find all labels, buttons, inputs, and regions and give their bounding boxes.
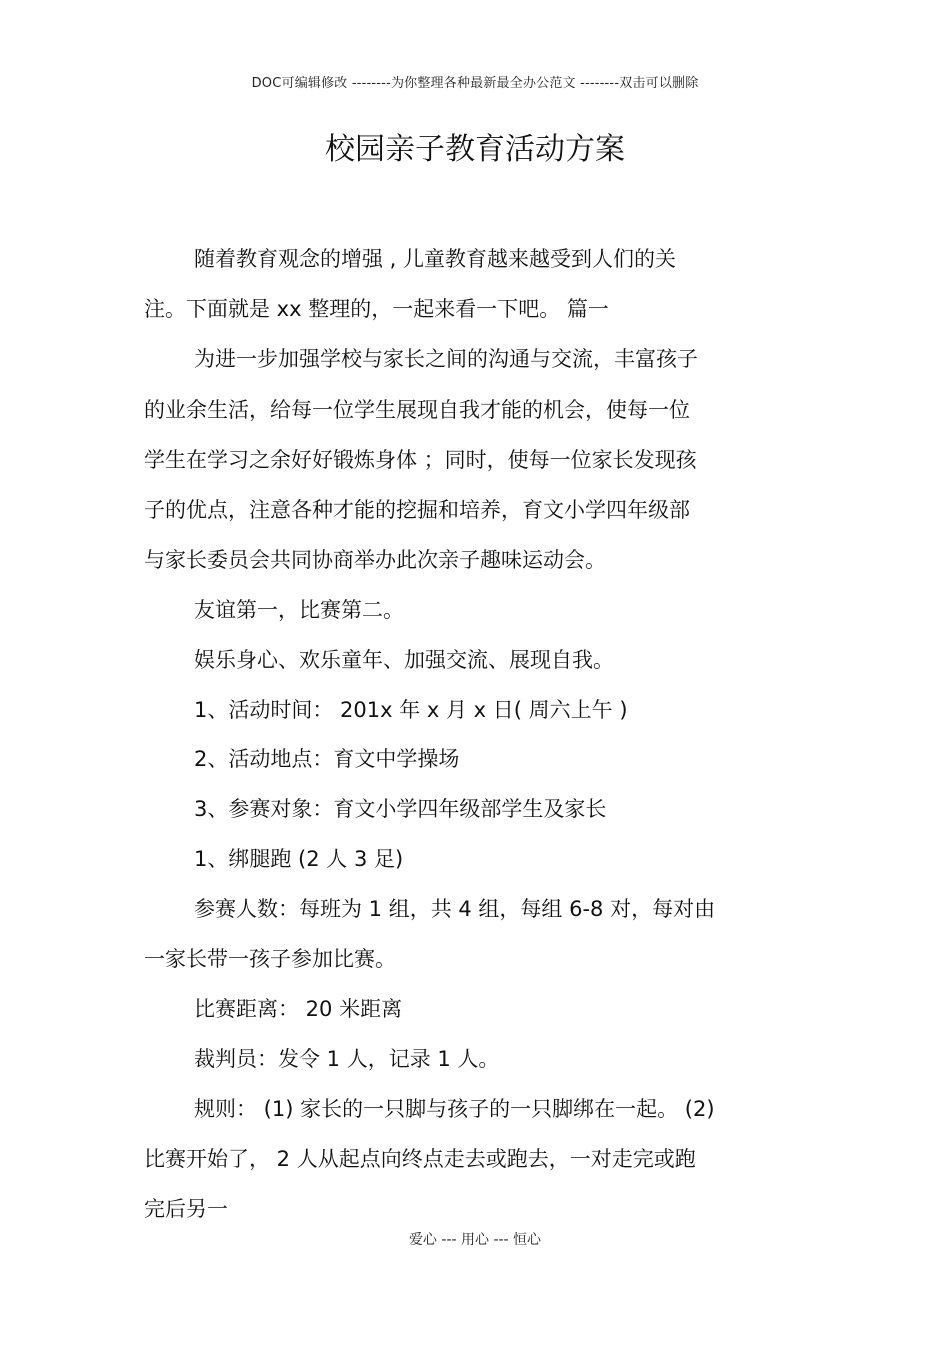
page-header: DOC可编辑修改 --------为你整理各种最新最全办公范文 --------双击可以删除 — [251, 76, 699, 91]
list-item: 1、活动时间： 201x 年 x 月 x 日( 周六上午 ) — [194, 698, 628, 722]
paragraph-line: 完后另一 — [144, 1197, 228, 1221]
page-footer: 爱心 --- 用心 --- 恒心 — [408, 1232, 542, 1248]
document-title: 校园亲子教育活动方案 — [325, 132, 625, 167]
paragraph-line: 子的优点，注意各种才能的挖掘和培养，育文小学四年级部 — [144, 498, 690, 522]
paragraph-line: 娱乐身心、欢乐童年、加强交流、展现自我。 — [194, 648, 614, 672]
paragraph-line: 比赛距离： 20 米距离 — [194, 997, 403, 1021]
paragraph-line: 学生在学习之余好好锻炼身体 ；同时，使每一位家长发现孩 — [144, 448, 697, 472]
list-item: 2、活动地点：育文中学操场 — [194, 747, 460, 771]
paragraph-line: 注。下面就是 xx 整理的，一起来看一下吧。 篇一 — [144, 297, 609, 321]
paragraph-line: 随着教育观念的增强 , 儿童教育越来越受到人们的关 — [194, 247, 677, 271]
paragraph-line: 为进一步加强学校与家长之间的沟通与交流，丰富孩子 — [194, 347, 698, 371]
paragraph-line: 裁判员：发令 1 人，记录 1 人。 — [194, 1047, 500, 1071]
list-item: 1、绑腿跑 (2 人 3 足) — [194, 847, 404, 871]
paragraph-line: 规则： (1) 家长的一只脚与孩子的一只脚绑在一起。 (2) — [194, 1097, 715, 1121]
list-item: 3、参赛对象：育文小学四年级部学生及家长 — [194, 797, 607, 821]
paragraph-line: 与家长委员会共同协商举办此次亲子趣味运动会。 — [144, 548, 606, 572]
paragraph-line: 一家长带一孩子参加比赛。 — [144, 947, 396, 971]
paragraph-line: 的业余生活，给每一位学生展现自我才能的机会，使每一位 — [144, 398, 690, 422]
paragraph-line: 比赛开始了， 2 人从起点向终点走去或跑去，一对走完或跑 — [144, 1147, 696, 1171]
paragraph-line: 参赛人数：每班为 1 组，共 4 组，每组 6-8 对，每对由 — [194, 897, 716, 921]
paragraph-line: 友谊第一，比赛第二。 — [194, 598, 404, 622]
